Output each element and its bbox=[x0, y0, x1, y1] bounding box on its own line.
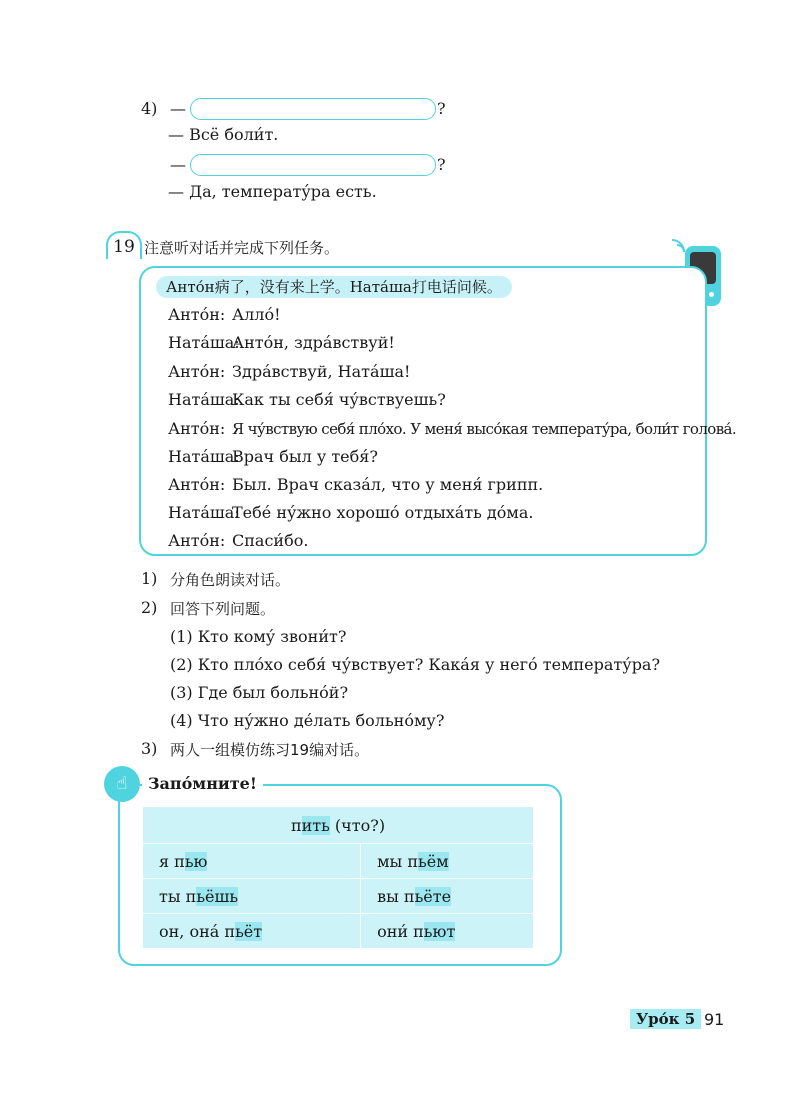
answer-blank-2[interactable] bbox=[190, 154, 436, 176]
question: (3) Где был больно́й? bbox=[170, 683, 349, 702]
question: (1) Кто кому́ звони́т? bbox=[170, 627, 347, 646]
dialogue-text: Был. Врач сказа́л, что у меня́ грипп. bbox=[232, 475, 544, 494]
dialogue-text: Здра́вствуй, Ната́ша! bbox=[232, 362, 411, 381]
table-cell: ты пьёшь bbox=[143, 879, 361, 914]
dialogue-line bbox=[168, 419, 736, 438]
table-cell: они́ пьют bbox=[361, 914, 534, 949]
speaker-name: Ната́ша: bbox=[168, 390, 240, 409]
speaker-name: Ната́ша: bbox=[168, 447, 240, 466]
dialogue-line bbox=[168, 475, 543, 494]
dialogue-line bbox=[168, 362, 410, 381]
dialogue-line bbox=[168, 390, 446, 409]
signal-waves-icon bbox=[664, 232, 688, 254]
dialogue-line bbox=[168, 333, 395, 352]
speaker-name: Анто́н: bbox=[168, 419, 226, 438]
dialogue-text: Спаси́бо. bbox=[232, 531, 309, 550]
remember-title: Запо́мните! bbox=[142, 774, 263, 793]
task-number: 3) bbox=[141, 739, 158, 758]
dialogue-text: Анто́н, здра́вствуй! bbox=[232, 333, 395, 352]
exercise-4-number: 4) bbox=[141, 99, 158, 118]
table-cell: вы пьёте bbox=[361, 879, 534, 914]
table-cell: я пью bbox=[143, 844, 361, 879]
question: (2) Кто пло́хо себя́ чу́вствует? Кака́я у него́ температу́ра? bbox=[170, 655, 661, 674]
task-number: 1) bbox=[141, 569, 158, 588]
conjugation-table bbox=[142, 806, 534, 949]
speaker-name: Ната́ша: bbox=[168, 333, 240, 352]
dialogue-text: Врач был у тебя́? bbox=[232, 447, 378, 466]
speaker-name: Ната́ша: bbox=[168, 503, 240, 522]
table-cell: он, она́ пьёт bbox=[143, 914, 361, 949]
reply-line-1: — Всё боли́т. bbox=[168, 125, 279, 144]
dialogue-line bbox=[168, 503, 533, 522]
reply-line-2: — Да, температу́ра есть. bbox=[168, 182, 377, 201]
task-number: 2) bbox=[141, 598, 158, 617]
speaker-name: Анто́н: bbox=[168, 305, 226, 324]
task-text: 回答下列问题。 bbox=[170, 600, 276, 618]
dialogue-text: Я чу́вствую себя́ пло́хо. У меня́ высо́кая температу́ра, боли́т голова́. bbox=[232, 420, 737, 438]
page-number: 91 bbox=[704, 1010, 725, 1029]
dialogue-text: Тебе́ ну́жно хорошо́ отдыха́ть до́ма. bbox=[232, 503, 534, 522]
exercise-19-instruction: 注意听对话并完成下列任务。 bbox=[144, 239, 340, 257]
speaker-name: Анто́н: bbox=[168, 475, 226, 494]
speaker-name: Анто́н: bbox=[168, 362, 226, 381]
answer-blank-1[interactable] bbox=[190, 98, 436, 120]
dialogue-line bbox=[168, 531, 308, 550]
dialogue-text: Как ты себя́ чу́вствуешь? bbox=[232, 390, 446, 409]
dash: — bbox=[170, 155, 186, 174]
question-mark: ? bbox=[437, 99, 446, 118]
dialogue-intro: Анто́н病了，没有来上学。Ната́ша打电话问候。 bbox=[156, 276, 512, 298]
table-cell: мы пьём bbox=[361, 844, 534, 879]
question-mark: ? bbox=[437, 155, 446, 174]
pointing-hand-icon: ☝ bbox=[104, 766, 140, 802]
dialogue-line bbox=[168, 305, 281, 324]
dash: — bbox=[170, 99, 186, 118]
dialogue-line bbox=[168, 447, 378, 466]
dialogue-text: Алло́! bbox=[232, 305, 281, 324]
table-header: пить (что?) bbox=[143, 807, 534, 844]
task-text: 两人一组模仿练习19编对话。 bbox=[170, 741, 370, 759]
task-text: 分角色朗读对话。 bbox=[170, 571, 291, 589]
lesson-label: Уро́к 5 bbox=[630, 1009, 701, 1029]
speaker-name: Анто́н: bbox=[168, 531, 226, 550]
question: (4) Что ну́жно де́лать больно́му? bbox=[170, 711, 445, 730]
exercise-19-number: 19 bbox=[106, 231, 142, 259]
